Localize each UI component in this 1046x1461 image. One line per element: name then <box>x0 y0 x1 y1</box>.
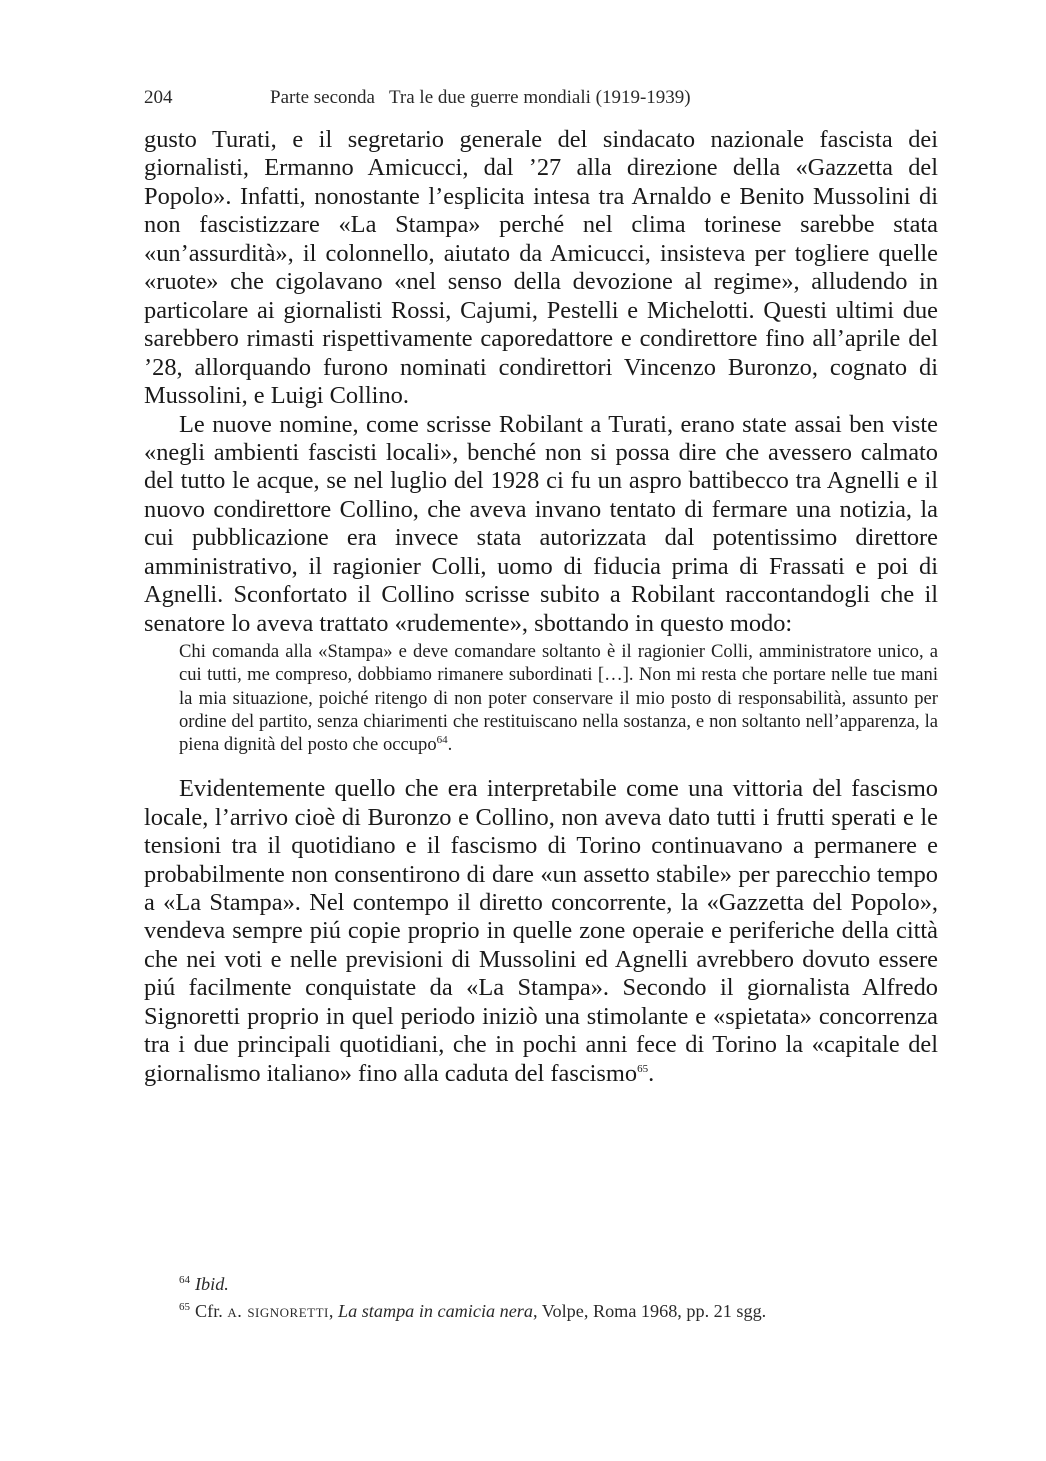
footnote-65: $^{65}$ Cfr. a. signoretti, La stampa in camicia nera, Volpe, Roma 1968, pp. 21 sgg. <box>179 1300 767 1321</box>
footnote-reference[interactable]: 65 <box>637 1062 649 1075</box>
paragraph: Evidentemente quello che era interpretabile come una vittoria del fascismo locale, l’arrivo cioè di Buronzo e Collino, non aveva dato tutti i frutti sperati e le tensioni tra il quotidiano e il fascismo di Torino continuavano a permanere e probabilmente non consentirono di dare «un assetto stabile» per parecchio tempo a «La Stampa». Nel contempo il diretto concorrente, la «Gazzetta del Popolo», vendeva sempre piú copie proprio in quelle zone operaie e periferiche della città che nei voti e nelle previsioni di Mussolini ed Agnelli avrebbero dovuto essere piú facilmente conquistate da «La Stampa». Secondo il giornalista Alfredo Signoretti proprio in quel periodo iniziò una stimolante e «spietata» concorrenza tra i due principali quotidiani, che in pochi anni fece di Torino la «capitale del giornalismo italiano» fino alla caduta del fascismo$^{65}$. <box>144 775 938 1087</box>
footnote-author: a. signoretti <box>227 1301 329 1321</box>
footnote-title: La stampa in camicia nera <box>337 1301 533 1321</box>
page-number: 204 <box>144 87 173 108</box>
part-title: Parte seconda <box>270 87 375 108</box>
paragraph: Le nuove nomine, come scrisse Robilant a Turati, erano state assai ben viste «negli ambienti fascisti locali», benché non si possa dire che avessero calmato del tutto le acque, se nel luglio del 1928 ci fu un aspro battibecco tra Agnelli e il nuovo condirettore Collino, che aveva invano tentato di fermare una notizia, la cui pubblicazione era invece stata autorizzata dal potentissimo direttore amministrativo, il ragionier Colli, uomo di fiducia prima di Frassati e poi di Agnelli. Sconfortato il Collino scrisse subito a Robilant raccontandogli che il senatore lo aveva trattato «rudemente», sbottando in questo modo: <box>144 410 938 637</box>
body-text <box>144 126 938 1088</box>
footnote-prefix: Cfr. <box>195 1301 223 1321</box>
footnote-reference[interactable]: 64 <box>436 733 448 746</box>
footnote-number: 64 <box>179 1273 190 1286</box>
footnotes <box>179 1271 939 1325</box>
paragraph-text: Evidentemente quello che era interpretabile come una vittoria del fascismo locale, l’arrivo cioè di Buronzo e Collino, non aveva dato tutti i frutti sperati e le tensioni tra il quotidiano e il fascismo di Torino continuavano a permanere e probabilmente non consentirono di dare «un assetto stabile» per parecchio tempo a «La Stampa». Nel contempo il diretto concorrente, la «Gazzetta del Popolo», vendeva sempre piú copie proprio in quelle zone operaie e periferiche della città che nei voti e nelle previsioni di Mussolini ed Agnelli avrebbero dovuto essere piú facilmente conquistate da «La Stampa». Secondo il giornalista Alfredo Signoretti proprio in quel periodo iniziò una stimolante e «spietata» concorrenza tra i due principali quotidiani, che in pochi anni fece di Torino la «capitale del giornalismo italiano» fino alla caduta del fascismo <box>144 775 938 1087</box>
footnote-64 <box>179 1271 939 1298</box>
footnote-rest: , Volpe, Roma 1968, pp. 21 sgg. <box>532 1301 767 1321</box>
chapter-title: Tra le due guerre mondiali (1919-1939) <box>388 87 691 108</box>
running-head <box>144 86 939 110</box>
paragraph: gusto Turati, e il segretario generale del sindacato nazionale fascista dei giornalisti, Ermanno Amicucci, dal ’27 alla direzione della «Gazzetta del Popolo». Infatti, nonostante l’esplicita intesa tra Arnaldo e Benito Mussolini di non fascistizzare «La Stampa» perché nel clima torinese sarebbe stata «un’assurdità», il colonnello, aiutato da Amicucci, insisteva per togliere quelle «ruote» che cigolavano «nel senso della devozione al regime», alludendo in particolare ai giornalisti Rossi, Cajumi, Pestelli e Michelotti. Questi ultimi due sarebbero rimasti rispettivamente caporedattore e condirettore fino all’aprile del ’28, allorquando furono nominati condirettori Vincenzo Buronzo, cognato di Mussolini, e Luigi Collino. <box>144 126 938 410</box>
footnote-text: Ibid. <box>195 1274 229 1294</box>
footnote-number: 65 <box>179 1300 190 1313</box>
block-quote-text: Chi comanda alla «Stampa» e deve comandare soltanto è il ragionier Colli, amministratore unico, a cui tutti, me compreso, dobbiamo rimanere subordinati […]. Non mi resta che portare nelle tue mani la mia situazione, poiché ritengo di non poter conservare il mio posto di responsabilità, assunto per ordine del partito, senza chiarimenti che restituiscano nella sostanza, e non soltanto nell’apparenza, la piena dignità del posto che occupo <box>179 641 938 755</box>
block-quote: Chi comanda alla «Stampa» e deve comandare soltanto è il ragionier Colli, amministratore unico, a cui tutti, me compreso, dobbiamo rimanere subordinati […]. Non mi resta che portare nelle tue mani la mia situazione, poiché ritengo di non poter conservare il mio posto di responsabilità, assunto per ordine del partito, senza chiarimenti che restituiscano nella sostanza, e non soltanto nell’apparenza, la piena dignità del posto che occupo$^{64}$. <box>179 641 938 755</box>
